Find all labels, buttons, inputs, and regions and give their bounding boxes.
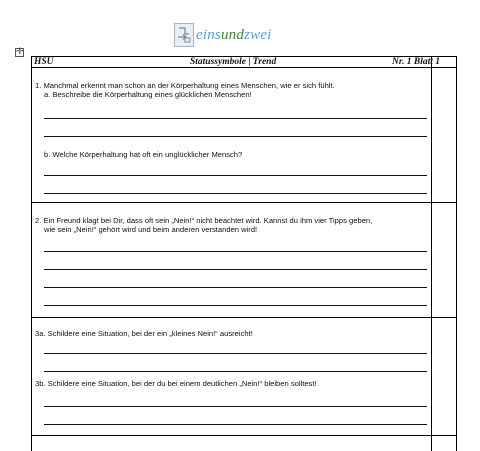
answer-line[interactable] [44, 175, 427, 176]
logo-word-und: und [220, 26, 245, 43]
answer-line[interactable] [44, 353, 427, 354]
logo-wordmark [196, 27, 272, 44]
answer-line[interactable] [44, 406, 427, 407]
section-divider-2 [31, 317, 457, 318]
sheet-number: Nr. 1 Blatt 1 [392, 57, 441, 67]
worksheet-title: Statussymbole | Trend [190, 57, 277, 67]
table-right-border [456, 56, 457, 451]
logo-word-zwei: zwei [244, 26, 272, 43]
question-1-title: 1. Manchmal erkennt man schon an der Körperhaltung eines Menschen, wie er sich fühlt. [35, 81, 335, 90]
answer-line[interactable] [44, 251, 427, 252]
question-2-line-2: wie sein „Nein!“ gehört wird und beim anderen verstanden wird! [44, 225, 258, 234]
header-divider [31, 67, 457, 68]
answer-line[interactable] [44, 371, 427, 372]
answer-line[interactable] [44, 305, 427, 306]
question-2-line-1: 2. Ein Freund klagt bei Dir, dass oft sein „Nein!“ nicht beachtet wird. Kannst du ihm vier Tipps geben, [35, 216, 373, 225]
table-left-border [31, 56, 32, 451]
answer-line[interactable] [44, 287, 427, 288]
question-1b: b. Welche Körperhaltung hat oft ein unglücklicher Mensch? [44, 150, 243, 159]
answer-line[interactable] [44, 269, 427, 270]
question-1a: a. Beschreibe die Körperhaltung eines glücklichen Menschen! [44, 90, 252, 99]
table-move-handle-icon[interactable]: ✛ [16, 47, 24, 57]
einsundzwei-logo [174, 22, 272, 48]
subject-label: HSU [34, 57, 54, 67]
answer-line[interactable] [44, 136, 427, 137]
section-divider-1 [31, 202, 457, 203]
answer-line[interactable] [44, 424, 427, 425]
question-3a: 3a. Schildere eine Situation, bei der ein „kleines Nein!“ ausreicht! [35, 329, 253, 338]
answer-line[interactable] [44, 193, 427, 194]
section-divider-3 [31, 435, 457, 436]
question-3b: 3b. Schildere eine Situation, bei der du bei einem deutlichen „Nein!“ bleiben solltest! [35, 379, 317, 388]
logo-mark-icon [174, 23, 194, 47]
logo-word-eins: eins [196, 26, 221, 43]
table-column-divider [431, 56, 432, 451]
answer-line[interactable] [44, 118, 427, 119]
worksheet-table [31, 56, 457, 451]
